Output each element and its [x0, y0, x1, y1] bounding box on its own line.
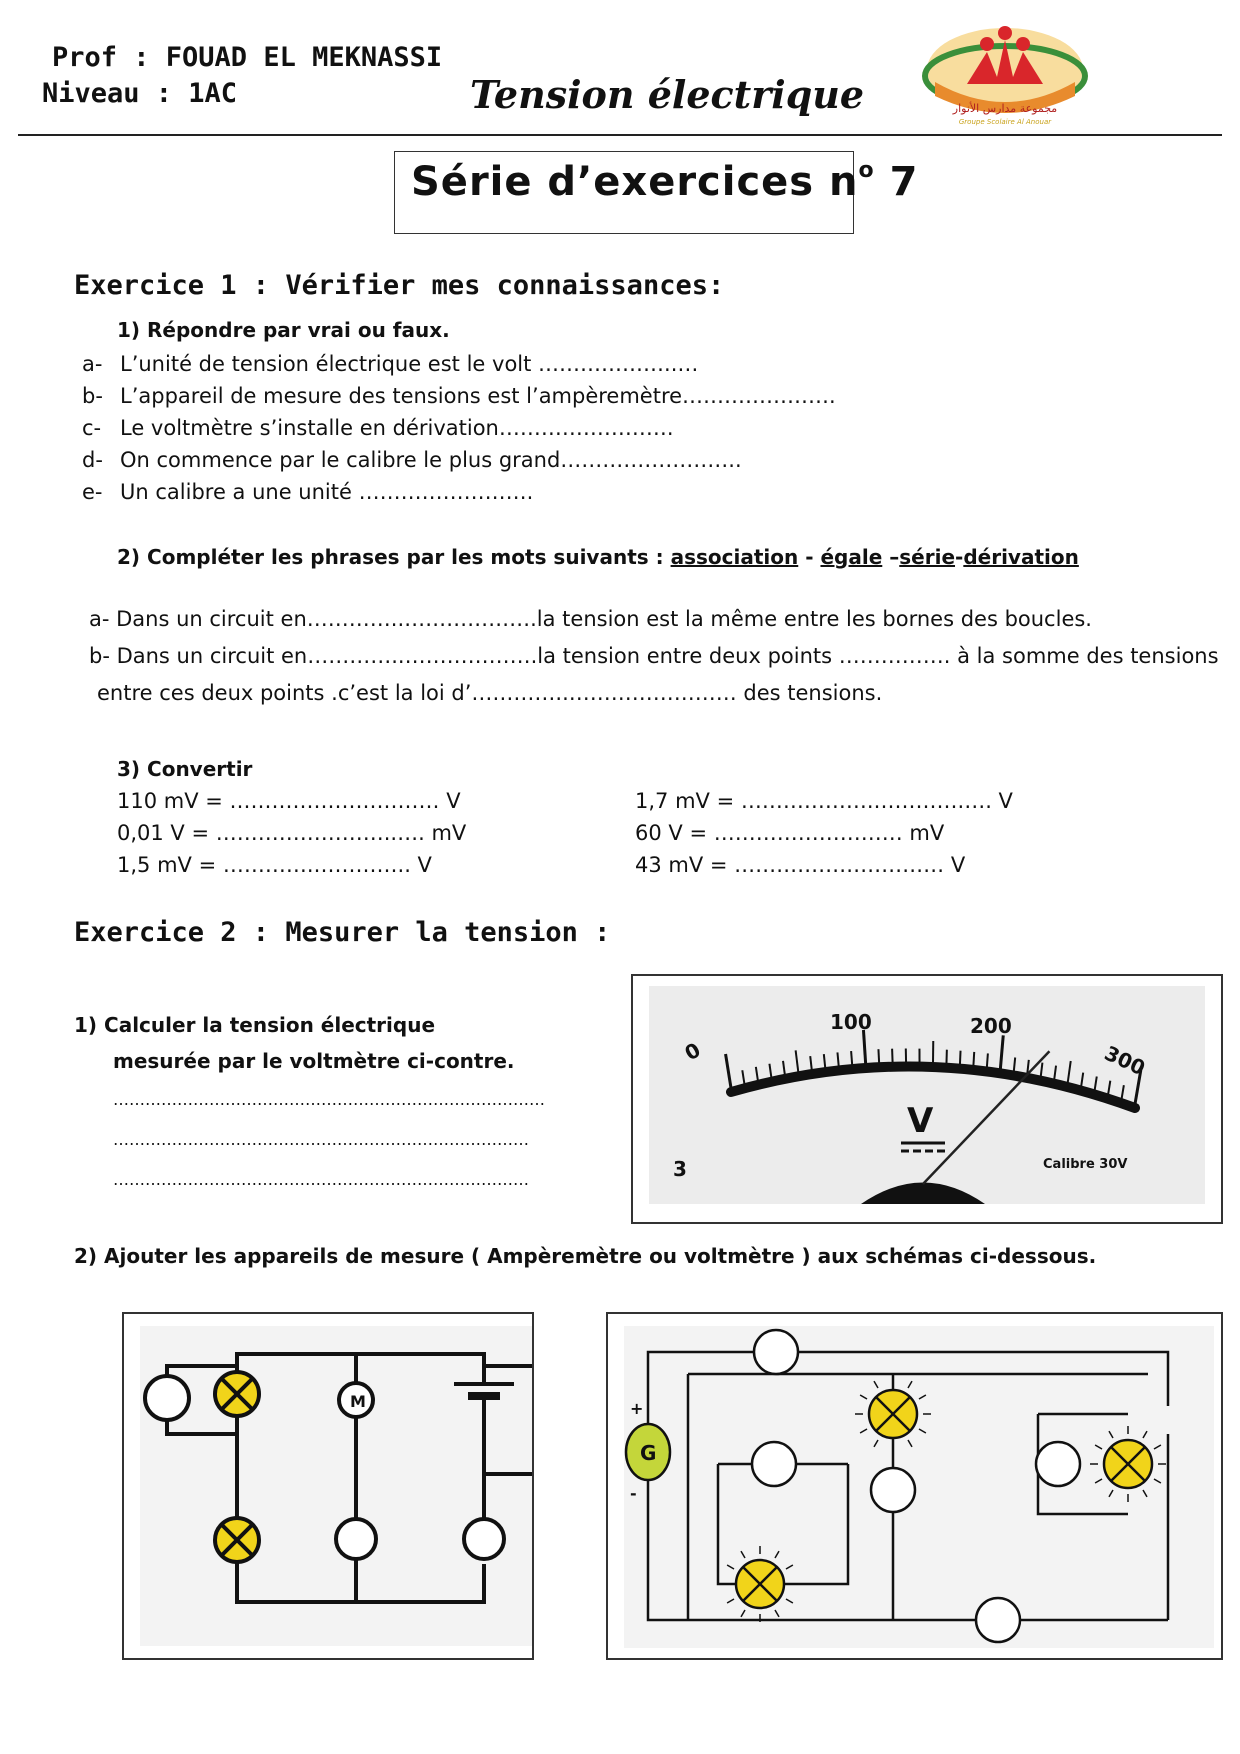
- meter-number: 3: [673, 1157, 687, 1181]
- answer-line-1[interactable]: ………………………………………………………………………: [113, 1090, 545, 1109]
- word-serie: série: [899, 545, 956, 569]
- circuit1-diagram: [124, 1314, 532, 1658]
- convert-left-2: 0,01 V = ……………………..…. mV: [117, 821, 467, 845]
- serie-title: Série d’exercices $n^o$ 7: [411, 158, 919, 205]
- svg-text:M: M: [350, 1392, 366, 1411]
- exercice1-title: Exercice 1 : Vérifier mes connaissances:: [74, 270, 725, 301]
- logo-head-center: [998, 26, 1012, 40]
- dial-tick: [960, 1051, 961, 1065]
- empty-meter-slot-middle: [871, 1468, 915, 1512]
- q1-item-b: b- L’appareil de mesure des tensions est l’ampèremètre………………….: [82, 384, 836, 408]
- empty-meter-slot-right-bottom: [464, 1519, 504, 1559]
- q1-item-e: e- Un calibre a une unité …………………….: [82, 480, 534, 504]
- convert-left-3: 1,5 mV = ………….………….. V: [117, 853, 432, 877]
- dial-tick: [837, 1052, 838, 1066]
- niveau-label: Niveau : 1AC: [42, 78, 238, 109]
- circuit2-diagram: [608, 1314, 1221, 1658]
- empty-meter-slot-top: [754, 1330, 798, 1374]
- dial-tick: [878, 1049, 879, 1063]
- empty-meter-slot-bottom: [976, 1598, 1020, 1642]
- voltmeter-figure: [631, 974, 1223, 1224]
- empty-meter-slot-left: [145, 1376, 189, 1420]
- word-derivation: dérivation: [963, 545, 1079, 569]
- convert-left-1: 110 mV = ………………………… V: [117, 789, 461, 813]
- exercice2-title: Exercice 2 : Mesurer la tension :: [74, 917, 611, 948]
- prof-label: Prof : FOUAD EL MEKNASSI: [52, 42, 443, 73]
- logo-text: مجموعة مدارس الأنوار: [952, 102, 1058, 115]
- serie-box: [394, 151, 919, 234]
- tick-label-100: 100: [830, 1010, 872, 1034]
- lamp-bottom-left: [736, 1560, 784, 1608]
- logo-subtext: Groupe Scolaire Al Anouar: [958, 118, 1052, 126]
- voltmeter-dial: [633, 976, 1221, 1222]
- dial-tick: [824, 1054, 825, 1068]
- q1-item-a: a- L’unité de tension électrique est le volt ………………..…: [82, 352, 699, 376]
- motor: [339, 1383, 373, 1417]
- tick-label-300: 300: [1100, 1040, 1149, 1081]
- calibre-label: Calibre 30V: [1043, 1157, 1128, 1172]
- dial-tick: [851, 1051, 852, 1065]
- convert-right-2: 60 V = ……………………… mV: [635, 821, 945, 845]
- dial-tick: [987, 1053, 988, 1067]
- generator-plus: +: [630, 1399, 644, 1418]
- q2-line-c: entre ces deux points .c’est la loi d’…………..…………………… des tensions.: [97, 681, 883, 705]
- lamp-right: [1104, 1440, 1152, 1488]
- lamp-top-middle: [869, 1390, 917, 1438]
- dial-tick: [1014, 1057, 1015, 1071]
- q1-title: 1) Répondre par vrai ou faux.: [117, 318, 450, 342]
- tick-label-0: 0: [680, 1037, 705, 1066]
- ex2-q1-line2: mesurée par le voltmètre ci-contre.: [113, 1049, 515, 1073]
- q2-instruction: 2) Compléter les phrases par les mots suivants : association - égale –série-dérivation: [117, 545, 1079, 569]
- tick-label-200: 200: [970, 1014, 1012, 1038]
- unit-label: V: [907, 1101, 934, 1141]
- q1-item-d: d- On commence par le calibre le plus grand……………………..: [82, 448, 742, 472]
- q2-line-b: b- Dans un circuit en…………..……………….la tension entre deux points ……………. à la somme des tensions: [89, 644, 1219, 668]
- answer-line-2[interactable]: ……………………………………………………………………: [113, 1130, 529, 1149]
- ex2-q1-line1: 1) Calculer la tension électrique: [74, 1013, 436, 1037]
- logo-head-right: [1016, 37, 1030, 51]
- generator-minus: -: [630, 1484, 637, 1503]
- header-rule: [18, 134, 1222, 136]
- lamp-1: [215, 1372, 259, 1416]
- lamp-2: [215, 1518, 259, 1562]
- school-logo: [905, 22, 1105, 130]
- circuit2-figure: [606, 1312, 1223, 1660]
- word-egale: égale: [820, 545, 883, 569]
- convert-right-3: 43 mV = ………………………… V: [635, 853, 966, 877]
- circuit1-bg: [140, 1326, 532, 1646]
- q2-line-a: a- Dans un circuit en…………..……………….la tension est la même entre les bornes des boucles.: [89, 607, 1092, 631]
- empty-meter-slot-middle: [336, 1519, 376, 1559]
- answer-line-3[interactable]: ……………………………………………………………………: [113, 1170, 529, 1189]
- generator-label: G: [640, 1441, 657, 1465]
- logo-head-left: [980, 37, 994, 51]
- dial-tick: [973, 1052, 974, 1066]
- ex2-q2: 2) Ajouter les appareils de mesure ( Ampèremètre ou voltmètre ) aux schémas ci-dessous.: [74, 1244, 1097, 1268]
- document-title: Tension électrique: [470, 72, 865, 117]
- q1-item-c: c- Le voltmètre s’installe en dérivation…………………….: [82, 416, 674, 440]
- convert-right-1: 1,7 mV = ……………….………….…. V: [635, 789, 1013, 813]
- circuit1-figure: [122, 1312, 534, 1660]
- word-association: association: [670, 545, 799, 569]
- q3-title: 3) Convertir: [117, 757, 253, 781]
- empty-meter-slot-inner: [752, 1442, 796, 1486]
- empty-meter-slot-right: [1036, 1442, 1080, 1486]
